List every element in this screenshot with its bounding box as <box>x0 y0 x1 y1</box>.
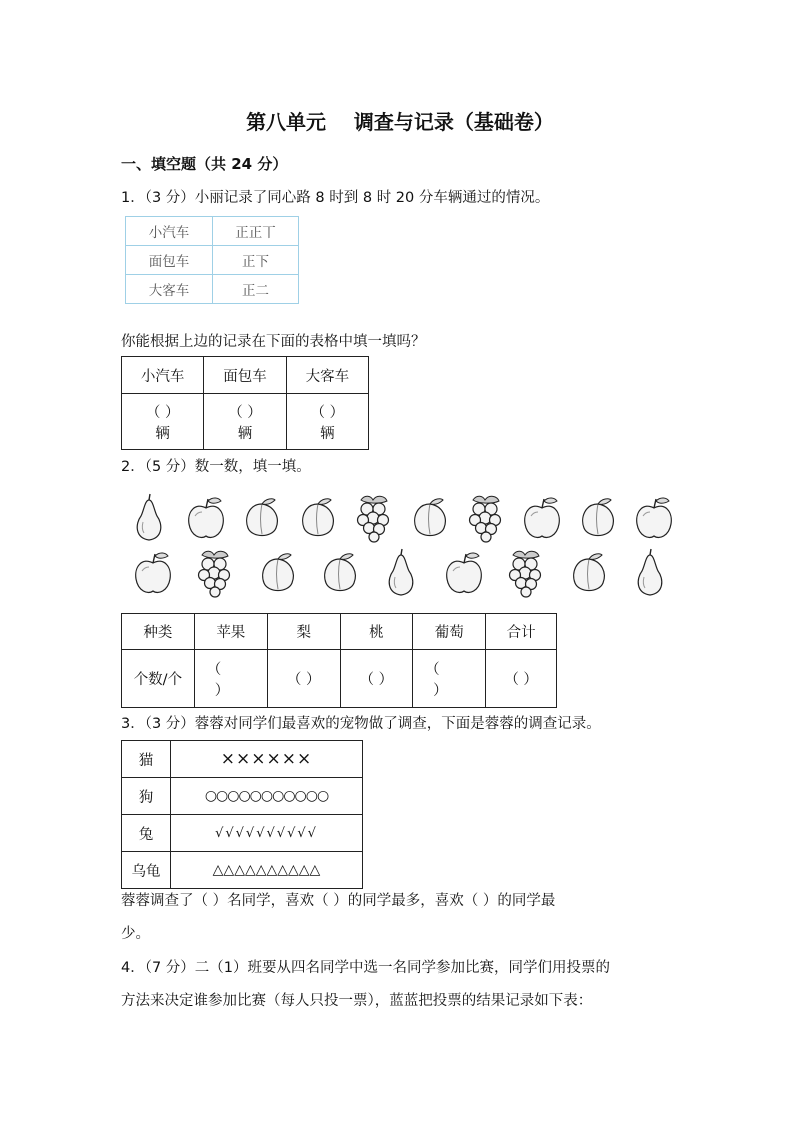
peach-icon <box>295 492 341 544</box>
record-marks: 正下 <box>213 246 299 275</box>
column-header: 面包车 <box>204 357 286 394</box>
table-row <box>122 650 557 708</box>
column-header: 种类 <box>122 614 195 650</box>
column-header: 梨 <box>267 614 340 650</box>
q2-text: 2．（5 分）数一数，填一填。 <box>121 459 311 475</box>
peach-icon <box>317 547 363 599</box>
q4-text: 4．（7 分）二（1）班要从四名同学中选一名同学参加比赛，同学们用投票的 <box>121 960 611 976</box>
record-name: 小汽车 <box>126 217 213 246</box>
peach-icon <box>407 492 453 544</box>
table-row <box>122 394 369 450</box>
q3-record-table <box>121 740 363 889</box>
animal-label: 兔 <box>122 815 171 852</box>
answer-cell[interactable] <box>286 394 368 450</box>
table-row <box>122 815 363 852</box>
table-header-row <box>122 614 557 650</box>
grape-icon <box>351 492 397 544</box>
grape-icon <box>463 492 509 544</box>
table-row <box>122 741 363 778</box>
apple-icon <box>441 547 487 599</box>
q1-prompt: 你能根据上边的记录在下面的表格中填一填吗？ <box>121 334 426 350</box>
page-title: 第八单元 调查与记录（基础卷） <box>246 110 554 134</box>
q4-text: 方法来决定谁参加比赛（每人只投一票），蓝蓝把投票的结果记录如下表： <box>121 993 593 1009</box>
answer-cell[interactable] <box>204 394 286 450</box>
apple-icon <box>519 492 565 544</box>
peach-icon <box>255 547 301 599</box>
blank: （ ） <box>145 404 180 421</box>
apple-icon <box>183 492 229 544</box>
tally-marks: √√√√√√√√√√ <box>171 815 363 852</box>
answer-cell[interactable]: （ ） <box>340 650 413 708</box>
column-header: 小汽车 <box>122 357 204 394</box>
apple-icon <box>631 492 677 544</box>
peach-icon <box>239 492 285 544</box>
table-row <box>122 778 363 815</box>
blank: （ ） <box>310 404 345 421</box>
section-heading: 一、填空题（共 24 分） <box>121 155 288 173</box>
fruit-row <box>122 490 682 545</box>
apple-icon <box>130 547 176 599</box>
peach-icon <box>566 547 612 599</box>
row-label: 个数/个 <box>122 650 195 708</box>
q2-count-table <box>121 613 557 708</box>
fruit-row <box>122 545 682 600</box>
blank: （ ） <box>228 404 262 421</box>
blank-open: （ <box>206 661 222 678</box>
answer-cell[interactable]: （ ） <box>267 650 340 708</box>
tally-marks: ○○○○○○○○○○○ <box>171 778 363 815</box>
answer-cell[interactable] <box>194 650 267 708</box>
pear-icon <box>628 547 674 599</box>
animal-label: 猫 <box>122 741 171 778</box>
tally-marks: ×××××× <box>171 741 363 778</box>
blank-close: ） <box>214 682 230 699</box>
grape-icon <box>503 547 549 599</box>
blank-open: （ <box>425 661 440 678</box>
animal-label: 乌龟 <box>122 852 171 889</box>
column-header: 桃 <box>340 614 413 650</box>
q1-record-table <box>125 216 299 304</box>
animal-label: 狗 <box>122 778 171 815</box>
q3-answer-line: 少。 <box>121 926 150 942</box>
record-marks: 正二 <box>213 275 299 304</box>
unit-label: 辆 <box>155 425 170 442</box>
table-row <box>126 217 299 246</box>
answer-cell[interactable] <box>413 650 486 708</box>
grape-icon <box>192 547 238 599</box>
table-row <box>122 852 363 889</box>
column-header: 葡萄 <box>413 614 486 650</box>
blank-close: ） <box>433 682 448 699</box>
answer-cell[interactable]: （ ） <box>486 650 557 708</box>
q3-answer-line: 蓉蓉调查了（ ）名同学，喜欢（ ）的同学最多，喜欢（ ）的同学最 <box>121 893 556 909</box>
q3-text: 3．（3 分）蓉蓉对同学们最喜欢的宠物做了调查，下面是蓉蓉的调查记录。 <box>121 716 601 732</box>
column-header: 合计 <box>486 614 557 650</box>
unit-label: 辆 <box>320 425 335 442</box>
table-row <box>126 246 299 275</box>
table-row <box>126 275 299 304</box>
q1-answer-table <box>121 356 369 450</box>
pear-icon <box>379 547 425 599</box>
pear-icon <box>127 492 173 544</box>
unit-label: 辆 <box>237 425 253 442</box>
q1-text: 1．（3 分）小丽记录了同心路 8 时到 8 时 20 分车辆通过的情况。 <box>121 190 550 206</box>
column-header: 大客车 <box>286 357 368 394</box>
record-name: 大客车 <box>126 275 213 304</box>
peach-icon <box>575 492 621 544</box>
tally-marks: △△△△△△△△△△ <box>171 852 363 889</box>
answer-cell[interactable] <box>122 394 204 450</box>
column-header: 苹果 <box>194 614 267 650</box>
table-header-row <box>122 357 369 394</box>
record-marks: 正正丅 <box>213 217 299 246</box>
record-name: 面包车 <box>126 246 213 275</box>
